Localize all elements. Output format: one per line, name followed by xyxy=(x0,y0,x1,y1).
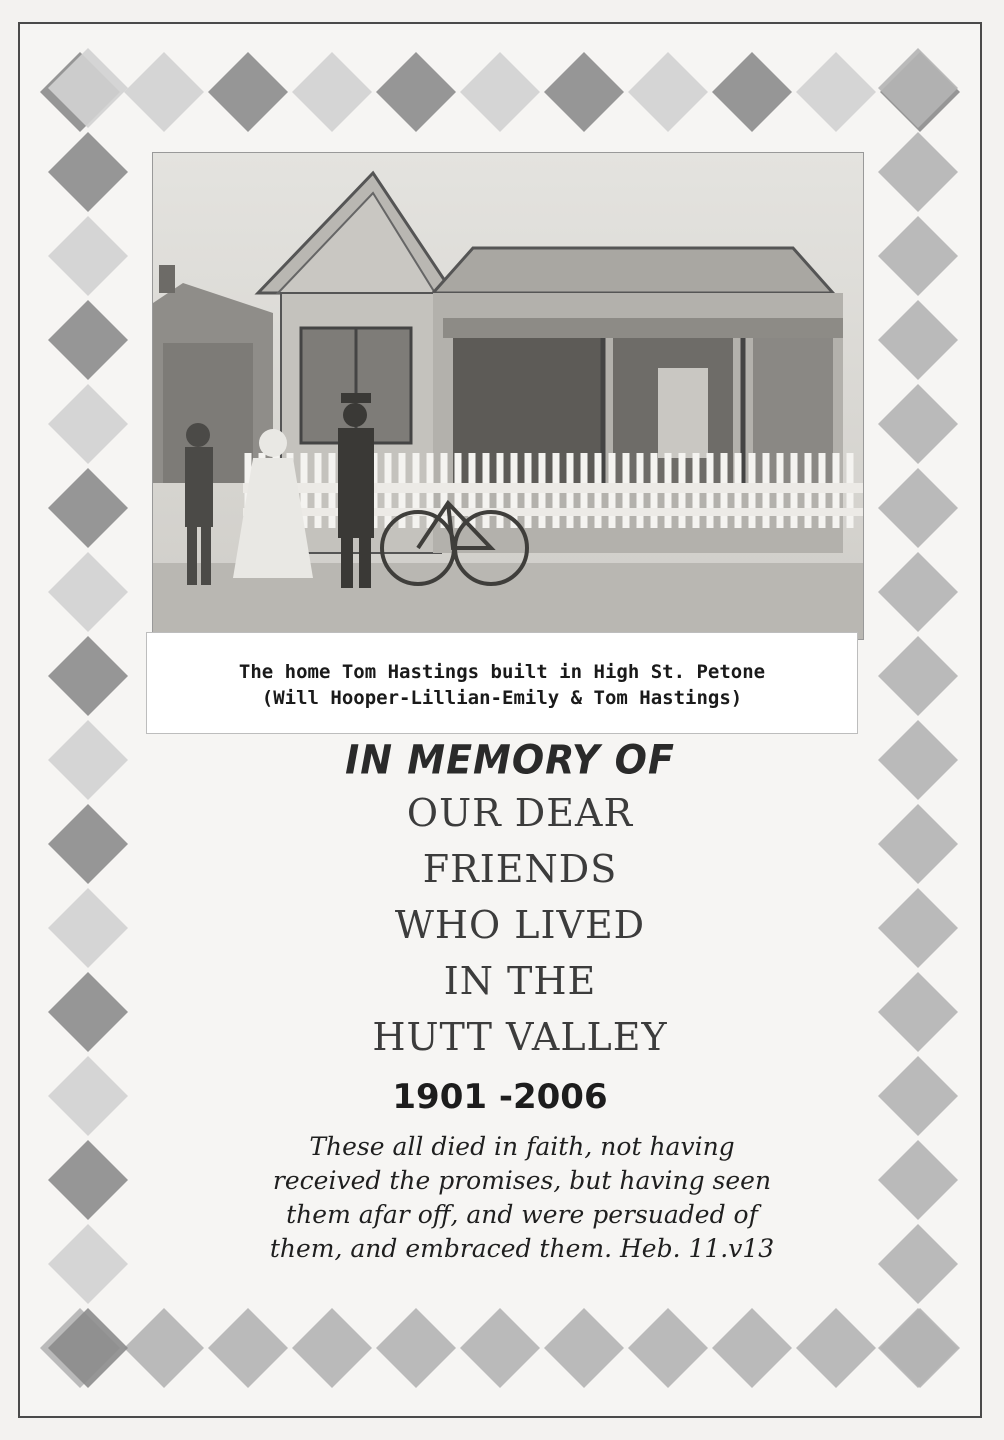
diamond-shape xyxy=(878,48,958,128)
photo-caption xyxy=(146,632,858,734)
diamond-shape xyxy=(208,1308,288,1388)
caption-line-1: The home Tom Hastings built in High St. Petone xyxy=(238,661,766,683)
diamond-shape xyxy=(628,1308,708,1388)
diamond-shape xyxy=(796,52,876,132)
diamond-shape xyxy=(544,52,624,132)
diamond-shape xyxy=(712,52,792,132)
diamond-shape xyxy=(48,636,128,716)
diamond-shape xyxy=(48,888,128,968)
verse-line-3: them afar off, and were persuaded of xyxy=(286,1200,758,1229)
diamond-shape xyxy=(48,972,128,1052)
diamond-shape xyxy=(124,1308,204,1388)
diamond-shape xyxy=(878,1308,958,1388)
memorial-text xyxy=(200,735,840,1123)
diamond-shape xyxy=(460,52,540,132)
dedication-line-4: IN THE xyxy=(443,959,597,1003)
diamond-shape xyxy=(376,1308,456,1388)
diamond-shape xyxy=(460,1308,540,1388)
diamond-shape xyxy=(878,888,958,968)
diamond-shape xyxy=(48,1056,128,1136)
diamond-shape xyxy=(48,132,128,212)
diamond-shape xyxy=(48,300,128,380)
scripture-verse xyxy=(212,1130,832,1266)
diamond-shape xyxy=(878,216,958,296)
diamond-shape xyxy=(878,468,958,548)
diamond-shape xyxy=(292,1308,372,1388)
verse-line-2: received the promises, but having seen xyxy=(272,1166,772,1195)
memorial-years: 1901 -2006 xyxy=(392,1077,608,1117)
dedication-line-1: OUR DEAR xyxy=(406,791,634,835)
house-photo-image xyxy=(153,153,863,639)
diamond-shape xyxy=(208,52,288,132)
diamond-shape xyxy=(628,52,708,132)
diamond-shape xyxy=(796,1308,876,1388)
diamond-shape xyxy=(878,636,958,716)
diamond-shape xyxy=(878,972,958,1052)
caption-line-2: (Will Hooper-Lillian-Emily & Tom Hastings) xyxy=(261,687,743,709)
dedication-line-2: FRIENDS xyxy=(422,847,618,891)
diamond-shape xyxy=(48,48,128,128)
diamond-shape xyxy=(124,52,204,132)
diamond-shape xyxy=(878,384,958,464)
diamond-shape xyxy=(712,1308,792,1388)
diamond-shape xyxy=(48,468,128,548)
diamond-shape xyxy=(48,1308,128,1388)
diamond-shape xyxy=(878,132,958,212)
diamond-shape xyxy=(878,300,958,380)
verse-line-1: These all died in faith, not having xyxy=(309,1132,735,1161)
diamond-shape xyxy=(376,52,456,132)
diamond-shape xyxy=(878,720,958,800)
house-photo xyxy=(152,152,864,640)
verse-line-4: them, and embraced them. Heb. 11.v13 xyxy=(269,1234,775,1263)
dedication-line-5: HUTT VALLEY xyxy=(372,1015,668,1059)
diamond-shape xyxy=(48,216,128,296)
diamond-shape xyxy=(878,804,958,884)
diamond-shape xyxy=(878,1140,958,1220)
diamond-shape xyxy=(48,552,128,632)
diamond-shape xyxy=(48,384,128,464)
diamond-shape xyxy=(544,1308,624,1388)
diamond-shape xyxy=(48,1224,128,1304)
diamond-shape xyxy=(878,1224,958,1304)
diamond-shape xyxy=(878,552,958,632)
diamond-shape xyxy=(292,52,372,132)
diamond-shape xyxy=(48,804,128,884)
memorial-heading: IN MEMORY OF xyxy=(345,736,675,784)
diamond-shape xyxy=(878,1056,958,1136)
diamond-shape xyxy=(48,1140,128,1220)
diamond-shape xyxy=(48,720,128,800)
dedication-line-3: WHO LIVED xyxy=(394,903,646,947)
